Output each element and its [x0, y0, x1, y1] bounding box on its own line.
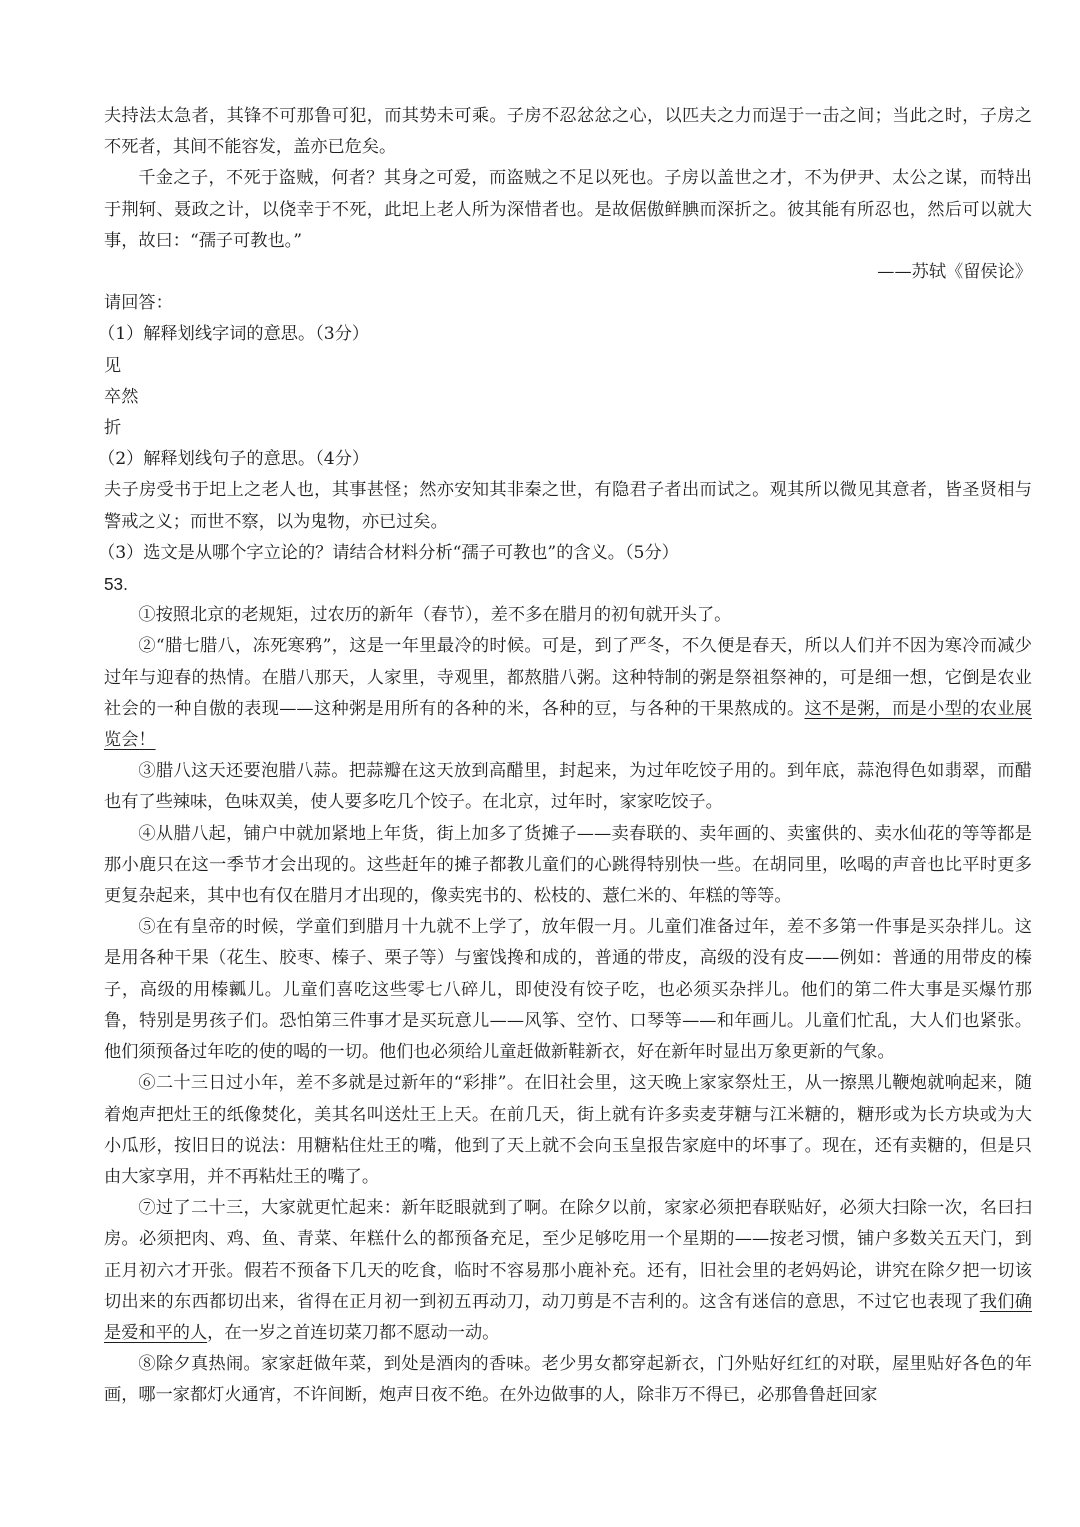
- essay-paragraph-5: ⑤在有皇帝的时候，学童们到腊月十九就不上学了，放年假一月。儿童们准备过年，差不多第一件事是买杂拌儿。这是用各种干果（花生、胶枣、榛子、栗子等）与蜜饯搀和成的，普通的带皮，高级的没有皮——例如：普通的用带皮的榛子，高级的用榛瓤儿。儿童们喜吃这些零七八碎儿，即使没有饺子吃，也必须买杂拌儿。他们的第二件大事是买爆竹那鲁，特别是男孩子们。恐怕第三件事才是买玩意儿——风筝、空竹、口琴等——和年画儿。儿童们忙乱，大人们也紧张。他们须预备过年吃的使的喝的一切。他们也必须给儿童赶做新鞋新衣，好在新年时显出万象更新的气象。: [104, 917, 1032, 1063]
- question-1-word: 折: [104, 418, 122, 439]
- question-number: 53.: [104, 574, 128, 595]
- question-1-word: 卒然: [104, 386, 139, 407]
- exam-page: [98, 101, 1032, 1412]
- question-3: （3）选文是从哪个字立论的？请结合材料分析“孺子可教也”的含义。（5分）: [98, 542, 679, 563]
- essay-paragraph-7-tail: ，在一岁之首连切菜刀都不愿动一动。: [207, 1322, 500, 1343]
- essay-paragraph-4: ④从腊八起，铺户中就加紧地上年货，街上加多了货摊子——卖春联的、卖年画的、卖蜜供的、卖水仙花的等等都是那小鹿只在这一季节才会出现的。这些赶年的摊子都教儿童们的心跳得特别快一些。在胡同里，吆喝的声音也比平时更多更复杂起来，其中也有仅在腊月才出现的，像卖宪书的、松枝的、薏仁米的、年糕的等等。: [104, 823, 1032, 907]
- essay-paragraph-7-text: ⑦过了二十三，大家就更忙起来：新年眨眼就到了啊。在除夕以前，家家必须把春联贴好，必须大扫除一次，名曰扫房。必须把肉、鸡、鱼、青菜、年糕什么的都预备充足，至少足够吃用一个星期的——按老习惯，铺户多数关五天门，到正月初六才开张。假若不预备下几天的吃食，临时不容易那小鹿补充。还有，旧社会里的老妈妈论，讲究在除夕把一切该切出来的东西都切出来，省得在正月初一到初五再动刀，动刀剪是不吉利的。这含有迷信的意思，不过它也表现了: [104, 1198, 1032, 1312]
- question-2-sentence: 夫子房受书于圯上之老人也，其事甚怪；然亦安知其非秦之世，有隐君子者出而试之。观其所以微见其意者，皆圣贤相与警戒之义；而世不察，以为鬼物，亦已过矣。: [104, 480, 1032, 532]
- underlined-phrase: 我们确是爱和平的人: [104, 1291, 1032, 1343]
- essay-paragraph-8: ⑧除夕真热闹。家家赶做年菜，到处是酒肉的香味。老少男女都穿起新衣，门外贴好红红的对联，屋里贴好各色的年画，哪一家都灯火通宵，不许间断，炮声日夜不绝。在外边做事的人，除非万不得已，必那鲁鲁赶回家: [104, 1354, 1032, 1406]
- question-1-word: 见: [104, 355, 122, 376]
- essay-paragraph-6: ⑥二十三日过小年，差不多就是过新年的“彩排”。在旧社会里，这天晚上家家祭灶王，从一擦黑儿鞭炮就响起来，随着炮声把灶王的纸像焚化，美其名叫送灶王上天。在前几天，街上就有许多卖麦芽糖与江米糖的，糖形或为长方块或为大小瓜形，按旧日的说法：用糖粘住灶王的嘴，他到了天上就不会向玉皇报告家庭中的坏事了。现在，还有卖糖的，但是只由大家享用，并不再粘灶王的嘴了。: [104, 1073, 1032, 1187]
- passage-paragraph: 千金之子，不死于盗贼，何者？其身之可爱，而盗贼之不足以死也。子房以盖世之才，不为伊尹、太公之谋，而特出于荆轲、聂政之计，以侥幸于不死，此圯上老人所为深惜者也。是故倨傲鲜腆而深折之。彼其能有所忍也，然后可以就大事，故曰：“孺子可教也。”: [104, 168, 1032, 251]
- underlined-sentence: 这不是粥，而是小型的农业展览会！: [104, 698, 1032, 751]
- essay-paragraph-3: ③腊八这天还要泡腊八蒜。把蒜瓣在这天放到高醋里，封起来，为过年吃饺子用的。到年底，蒜泡得色如翡翠，而醋也有了些辣味，色味双美，使人要多吃几个饺子。在北京，过年时，家家吃饺子。: [104, 761, 1032, 813]
- passage-source: ——苏轼《留侯论》: [877, 262, 1032, 283]
- questions-prompt: 请回答：: [104, 293, 173, 314]
- passage-paragraph: 夫持法太急者，其锋不可那鲁可犯，而其势未可乘。子房不忍忿忿之心，以匹夫之力而逞于一击之间；当此之时，子房之不死者，其间不能容发，盖亦已危矣。: [104, 106, 1032, 158]
- question-1: （1）解释划线字词的意思。（3分）: [98, 324, 370, 345]
- essay-paragraph-7: [104, 1193, 1032, 1349]
- essay-paragraph-2: [104, 631, 1032, 756]
- essay-paragraph-1: ①按照北京的老规矩，过农历的新年（春节），差不多在腊月的初旬就开头了。: [138, 605, 732, 626]
- question-2: （2）解释划线句子的意思。（4分）: [98, 449, 370, 470]
- essay-paragraph-2-text: ②“腊七腊八，冻死寒鸦”，这是一年里最冷的时候。可是，到了严冬，不久便是春天，所以人们并不因为寒冷而减少过年与迎春的热情。在腊八那天，人家里，寺观里，都熬腊八粥。这种特制的粥是祭祖祭神的，可是细一想，它倒是农业社会的一种自傲的表现——这种粥是用所有的各种的米，各种的豆，与各种的干果熬成的。: [104, 636, 1032, 719]
